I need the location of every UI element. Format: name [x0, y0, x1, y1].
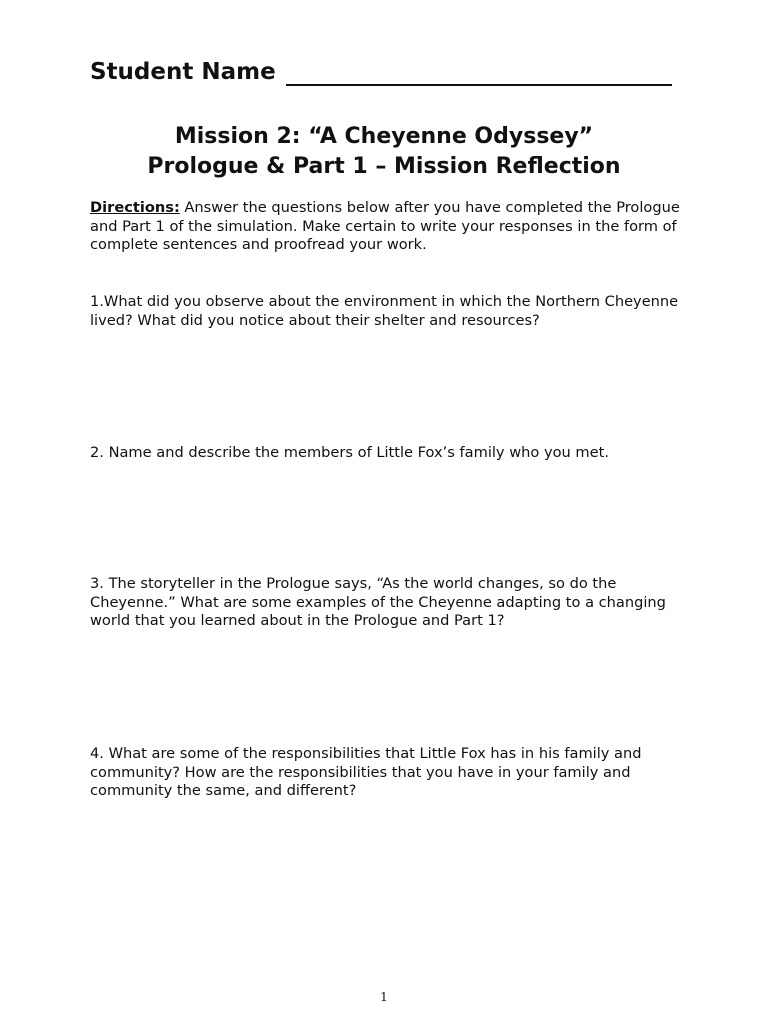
question-1: 1.What did you observe about the environment in which the Northern Cheyenne lived? What did you notice about their shelter and resources? [90, 293, 679, 329]
question-3: 3. The storyteller in the Prologue says, “As the world changes, so do the Cheyenne.” What are some examples of the Cheyenne adapting to a changing world that you learned about in the Prologue and Part 1? [90, 575, 666, 630]
question-2: 2. Name and describe the members of Little Fox’s family who you met. [90, 444, 609, 461]
student-name-blank[interactable] [286, 60, 672, 86]
directions-label: Directions: [90, 199, 180, 216]
directions-paragraph [90, 199, 680, 255]
student-name-label: Student Name [90, 59, 276, 85]
page-title: Mission 2: “A Cheyenne Odyssey” [174, 124, 594, 149]
page-number: 1 [380, 990, 388, 1004]
question-4: 4. What are some of the responsibilities that Little Fox has in his family and community? How are the responsibilities that you have in your family and community the same, and different? [90, 745, 642, 800]
page-subtitle: Prologue & Part 1 – Mission Reflection [147, 154, 621, 179]
directions-text: Answer the questions below after you have completed the Prologue and Part 1 of the simulation. Make certain to write your responses in the form of complete sentences and proofread your work. [90, 199, 680, 254]
student-name-line [90, 58, 670, 86]
